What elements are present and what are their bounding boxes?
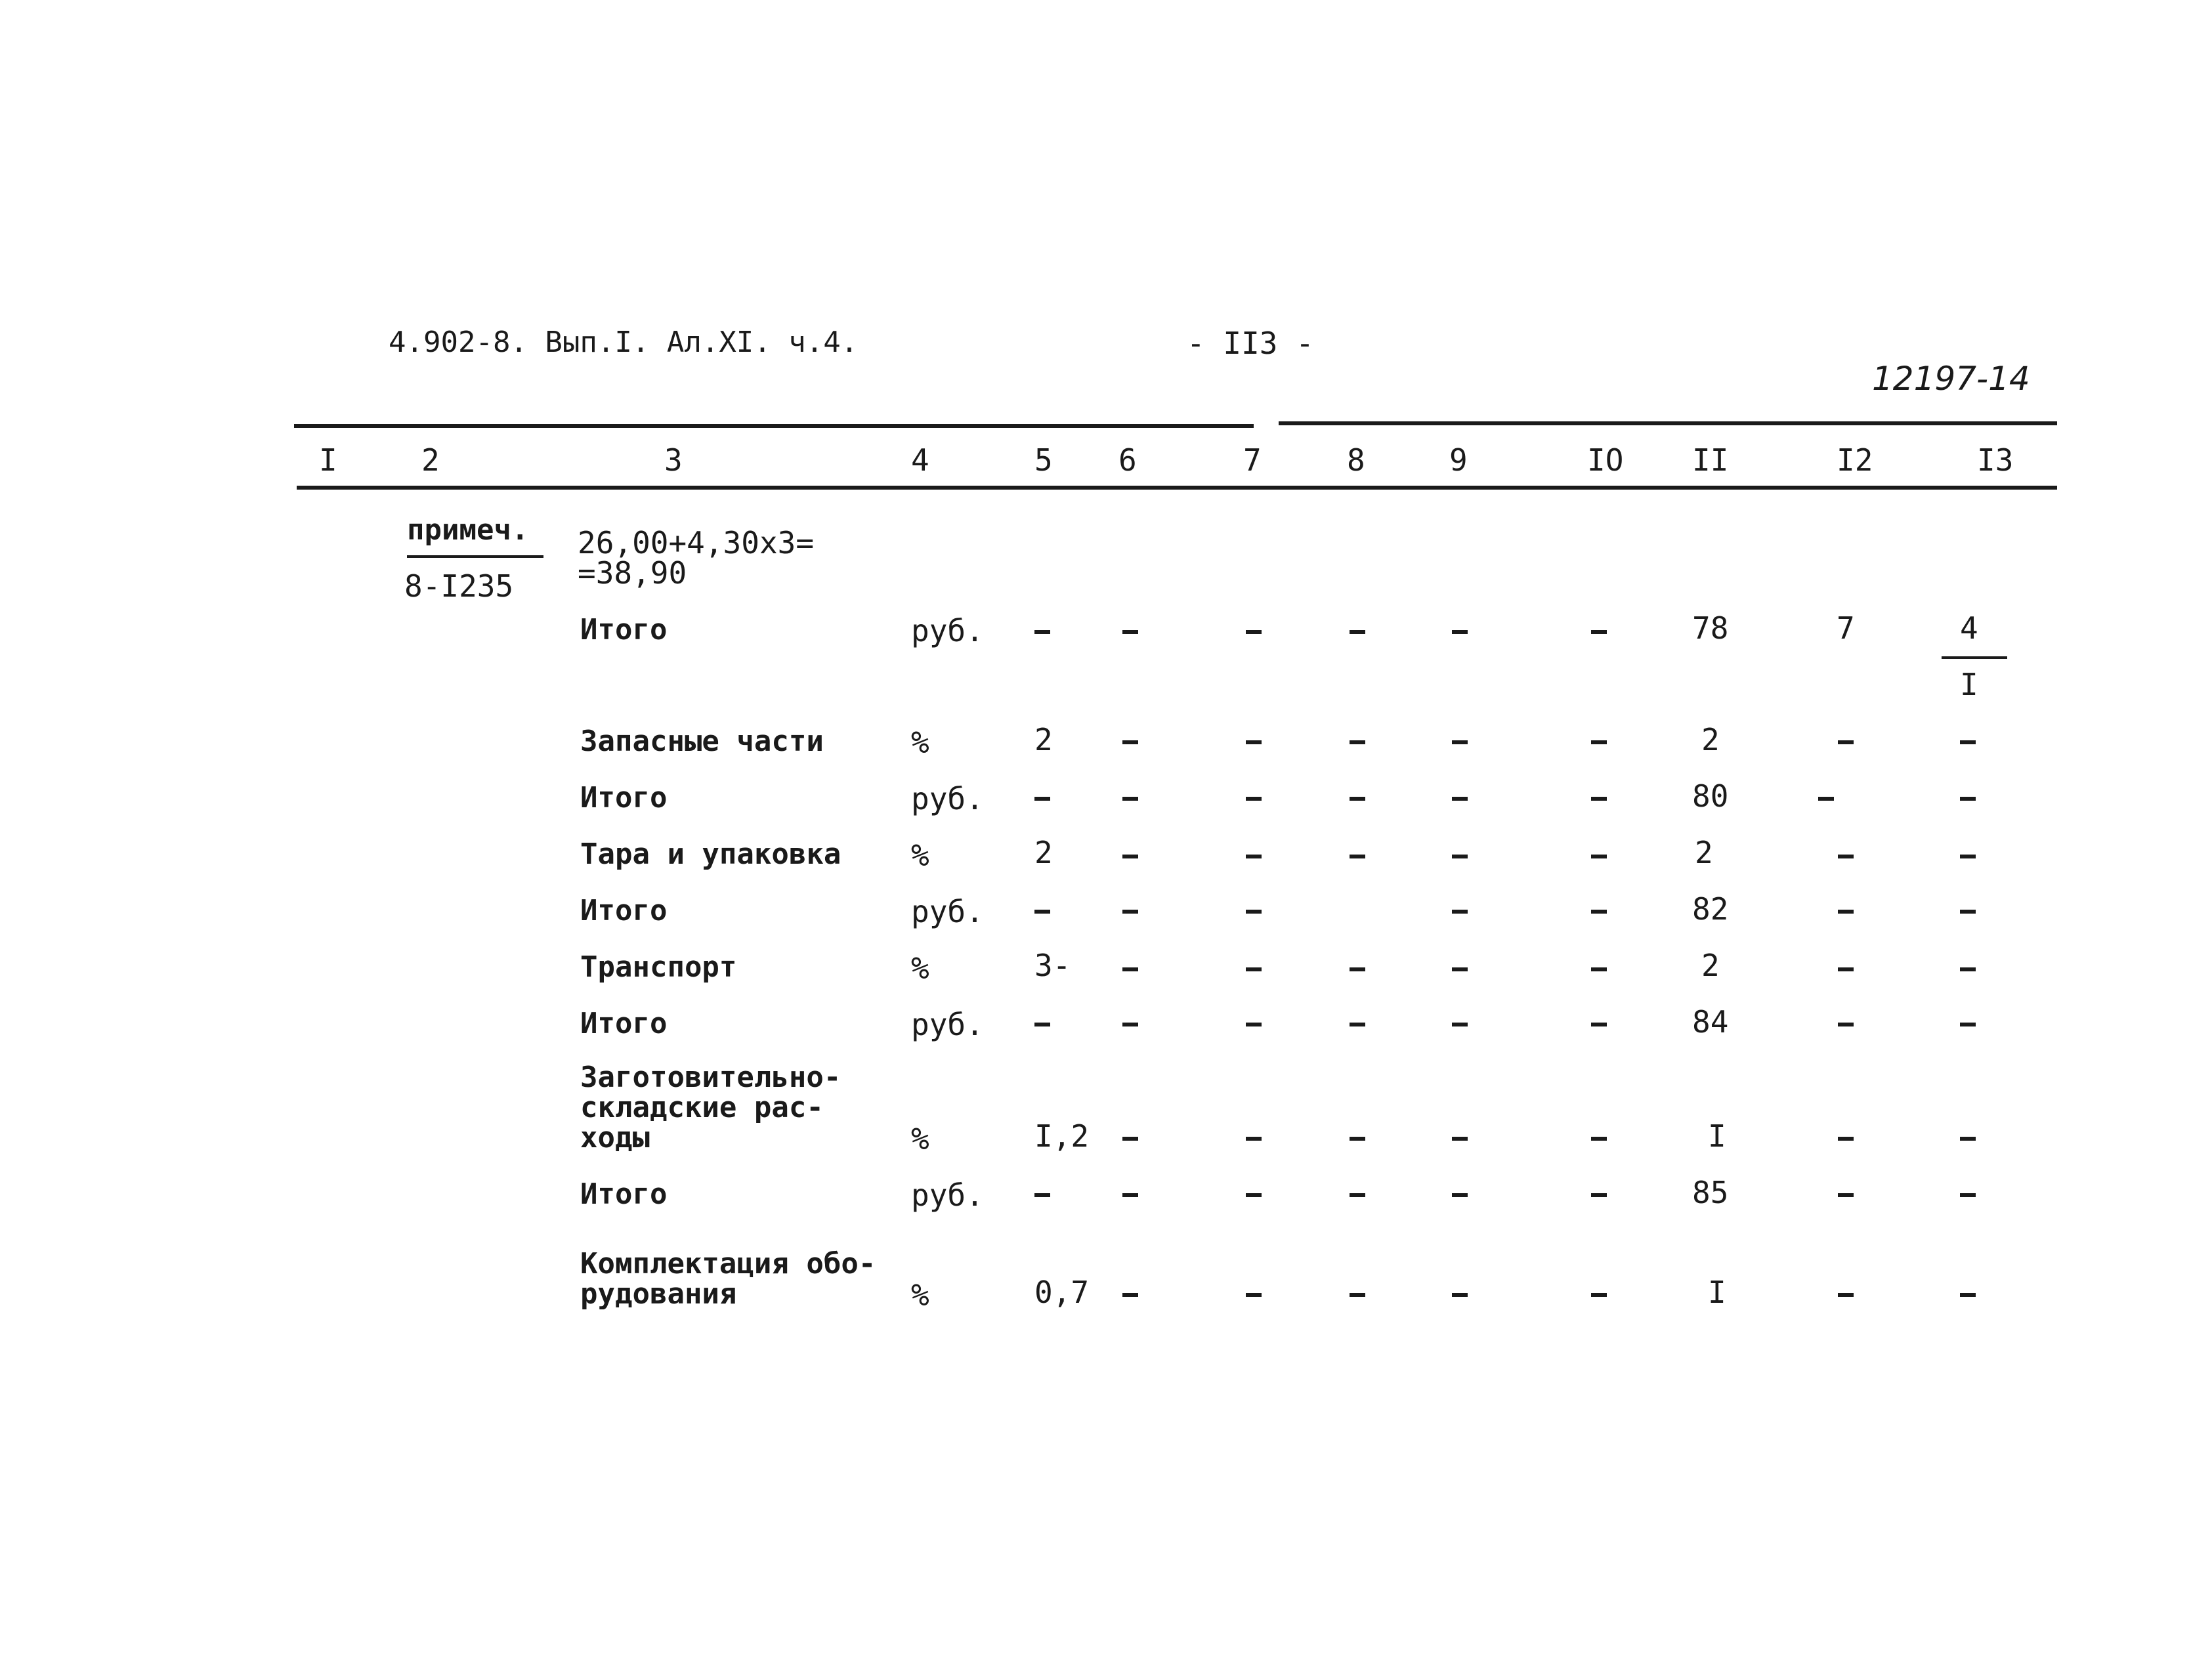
row-equipment-name-line2: рудования <box>580 1277 737 1311</box>
row-procurement-name-line3: ходы <box>580 1121 650 1154</box>
row-spare-parts-c6 <box>1122 740 1138 744</box>
row-total-4-c12 <box>1838 1023 1854 1026</box>
row-procurement-c11: I <box>1708 1118 1726 1154</box>
row-total-4-c13 <box>1960 1023 1976 1026</box>
row-total-3-unit: руб. <box>911 894 984 929</box>
row-total-2-c13 <box>1960 797 1976 801</box>
column-number-3: 3 <box>664 442 683 478</box>
row-total-5-c8 <box>1350 1193 1365 1197</box>
row-transport-c5: 3- <box>1034 948 1071 983</box>
row-packaging-c10 <box>1591 855 1607 858</box>
column-number-11: II <box>1692 442 1729 478</box>
column-number-6: 6 <box>1118 442 1137 478</box>
row-total-5-c9 <box>1452 1193 1468 1197</box>
row-total-3-c6 <box>1122 910 1138 914</box>
note-formula-line2: =38,90 <box>578 555 687 591</box>
row-total-3-c10 <box>1591 910 1607 914</box>
row-total-1-c12: 7 <box>1837 610 1855 646</box>
row-total-1-c13-numerator: 4 <box>1960 610 1978 646</box>
row-spare-parts-name: Запасные части <box>580 725 824 758</box>
row-spare-parts-c7 <box>1246 740 1262 744</box>
row-transport-c7 <box>1246 967 1262 971</box>
row-packaging-c9 <box>1452 855 1468 858</box>
row-equipment-c13 <box>1960 1293 1976 1297</box>
row-total-4-unit: руб. <box>911 1007 984 1042</box>
row-total-2-c7 <box>1246 797 1262 801</box>
row-total-1-c13-fraction-bar <box>1942 656 2007 659</box>
note-label: примеч. <box>407 513 529 547</box>
row-total-3-c9 <box>1452 910 1468 914</box>
table-header-rule <box>297 486 2057 490</box>
row-equipment-c12 <box>1838 1293 1854 1297</box>
row-procurement-c12 <box>1838 1137 1854 1141</box>
row-total-5-c11: 85 <box>1692 1175 1729 1210</box>
row-equipment-unit: % <box>911 1277 929 1313</box>
row-total-2-c8 <box>1350 797 1365 801</box>
row-procurement-c10 <box>1591 1137 1607 1141</box>
row-spare-parts-c8 <box>1350 740 1365 744</box>
document-code: 4.902-8. Вып.I. Ал.XI. ч.4. <box>389 326 859 359</box>
row-equipment-c8 <box>1350 1293 1365 1297</box>
row-total-1-unit: руб. <box>911 613 984 648</box>
table-top-rule-right <box>1279 421 2057 425</box>
row-transport-c13 <box>1960 967 1976 971</box>
row-equipment-c10 <box>1591 1293 1607 1297</box>
column-number-9: 9 <box>1449 442 1468 478</box>
row-packaging-c7 <box>1246 855 1262 858</box>
row-total-2-unit: руб. <box>911 781 984 816</box>
row-packaging-name: Тара и упаковка <box>580 837 841 871</box>
row-total-3-c7 <box>1246 910 1262 914</box>
row-packaging-c13 <box>1960 855 1976 858</box>
row-packaging-c12 <box>1838 855 1854 858</box>
row-total-1-c9 <box>1452 630 1468 634</box>
row-transport-c9 <box>1452 967 1468 971</box>
row-packaging-c6 <box>1122 855 1138 858</box>
row-total-1-c13-denominator: I <box>1960 667 1978 702</box>
row-total-4-name: Итого <box>580 1007 668 1040</box>
row-procurement-unit: % <box>911 1121 929 1156</box>
row-procurement-name-line2: складские рас- <box>580 1091 824 1124</box>
column-number-1: I <box>319 442 337 478</box>
row-spare-parts-c13 <box>1960 740 1976 744</box>
column-number-2: 2 <box>421 442 440 478</box>
row-procurement-c5: I,2 <box>1034 1118 1090 1154</box>
row-spare-parts-c11: 2 <box>1701 722 1720 757</box>
row-spare-parts-c12 <box>1838 740 1854 744</box>
row-procurement-c8 <box>1350 1137 1365 1141</box>
row-total-1-c10 <box>1591 630 1607 634</box>
row-total-2-c10 <box>1591 797 1607 801</box>
note-formula-line1: 26,00+4,30х3= <box>578 525 815 561</box>
row-equipment-c5: 0,7 <box>1034 1275 1090 1310</box>
row-total-4-c8 <box>1350 1023 1365 1026</box>
row-total-1-c8 <box>1350 630 1365 634</box>
column-number-10: IO <box>1587 442 1624 478</box>
note-underline <box>407 555 543 558</box>
row-total-5-c7 <box>1246 1193 1262 1197</box>
row-procurement-c6 <box>1122 1137 1138 1141</box>
row-transport-unit: % <box>911 950 929 986</box>
row-total-4-c7 <box>1246 1023 1262 1026</box>
row-total-1-c11: 78 <box>1692 610 1729 646</box>
row-total-1-c7 <box>1246 630 1262 634</box>
row-total-3-c5 <box>1034 910 1050 914</box>
row-total-3-name: Итого <box>580 894 668 927</box>
row-equipment-c6 <box>1122 1293 1138 1297</box>
column-number-5: 5 <box>1034 442 1053 478</box>
row-procurement-name-line1: Заготовительно- <box>580 1061 841 1094</box>
table-top-rule-left <box>294 424 1254 428</box>
row-total-3-c12 <box>1838 910 1854 914</box>
page-number: - II3 - <box>1187 326 1314 361</box>
row-spare-parts-c9 <box>1452 740 1468 744</box>
column-number-8: 8 <box>1347 442 1365 478</box>
row-total-4-c9 <box>1452 1023 1468 1026</box>
row-transport-c8 <box>1350 967 1365 971</box>
column-number-4: 4 <box>911 442 929 478</box>
row-total-2-c9 <box>1452 797 1468 801</box>
row-procurement-c13 <box>1960 1137 1976 1141</box>
row-equipment-name-line1: Комплектация обо- <box>580 1247 876 1280</box>
row-total-5-c6 <box>1122 1193 1138 1197</box>
row-packaging-unit: % <box>911 837 929 873</box>
row-total-1-c6 <box>1122 630 1138 634</box>
archive-number: 12197-14 <box>1872 360 2030 398</box>
row-total-5-c10 <box>1591 1193 1607 1197</box>
row-transport-name: Транспорт <box>580 950 737 984</box>
row-equipment-c11: I <box>1708 1275 1726 1310</box>
row-total-5-c12 <box>1838 1193 1854 1197</box>
row-total-2-c6 <box>1122 797 1138 801</box>
row-packaging-c5: 2 <box>1034 835 1053 870</box>
row-total-5-c5 <box>1034 1193 1050 1197</box>
row-transport-c11: 2 <box>1701 948 1720 983</box>
row-total-2-name: Итого <box>580 781 668 814</box>
row-transport-c10 <box>1591 967 1607 971</box>
row-total-1-name: Итого <box>580 613 668 646</box>
row-packaging-c8 <box>1350 855 1365 858</box>
row-total-3-c13 <box>1960 910 1976 914</box>
row-total-5-unit: руб. <box>911 1177 984 1213</box>
row-equipment-c7 <box>1246 1293 1262 1297</box>
row-spare-parts-c10 <box>1591 740 1607 744</box>
column-number-12: I2 <box>1837 442 1873 478</box>
row-procurement-c7 <box>1246 1137 1262 1141</box>
row-spare-parts-unit: % <box>911 725 929 760</box>
row-total-1-c5 <box>1034 630 1050 634</box>
row-total-4-c11: 84 <box>1692 1004 1729 1040</box>
row-equipment-c9 <box>1452 1293 1468 1297</box>
row-transport-c6 <box>1122 967 1138 971</box>
row-total-2-c11: 80 <box>1692 778 1729 814</box>
row-total-4-c6 <box>1122 1023 1138 1026</box>
column-number-13: I3 <box>1977 442 2014 478</box>
row-total-4-c5 <box>1034 1023 1050 1026</box>
row-total-4-c10 <box>1591 1023 1607 1026</box>
row-procurement-c9 <box>1452 1137 1468 1141</box>
row-total-2-c5 <box>1034 797 1050 801</box>
row-transport-c12 <box>1838 967 1854 971</box>
column-number-7: 7 <box>1243 442 1262 478</box>
row-total-3-c11: 82 <box>1692 891 1729 927</box>
row-packaging-c11: 2 <box>1695 835 1713 870</box>
row-total-5-c13 <box>1960 1193 1976 1197</box>
row-total-2-c12 <box>1818 797 1834 801</box>
row-spare-parts-c5: 2 <box>1034 722 1053 757</box>
note-reference: 8-I235 <box>404 568 514 604</box>
row-total-5-name: Итого <box>580 1177 668 1211</box>
